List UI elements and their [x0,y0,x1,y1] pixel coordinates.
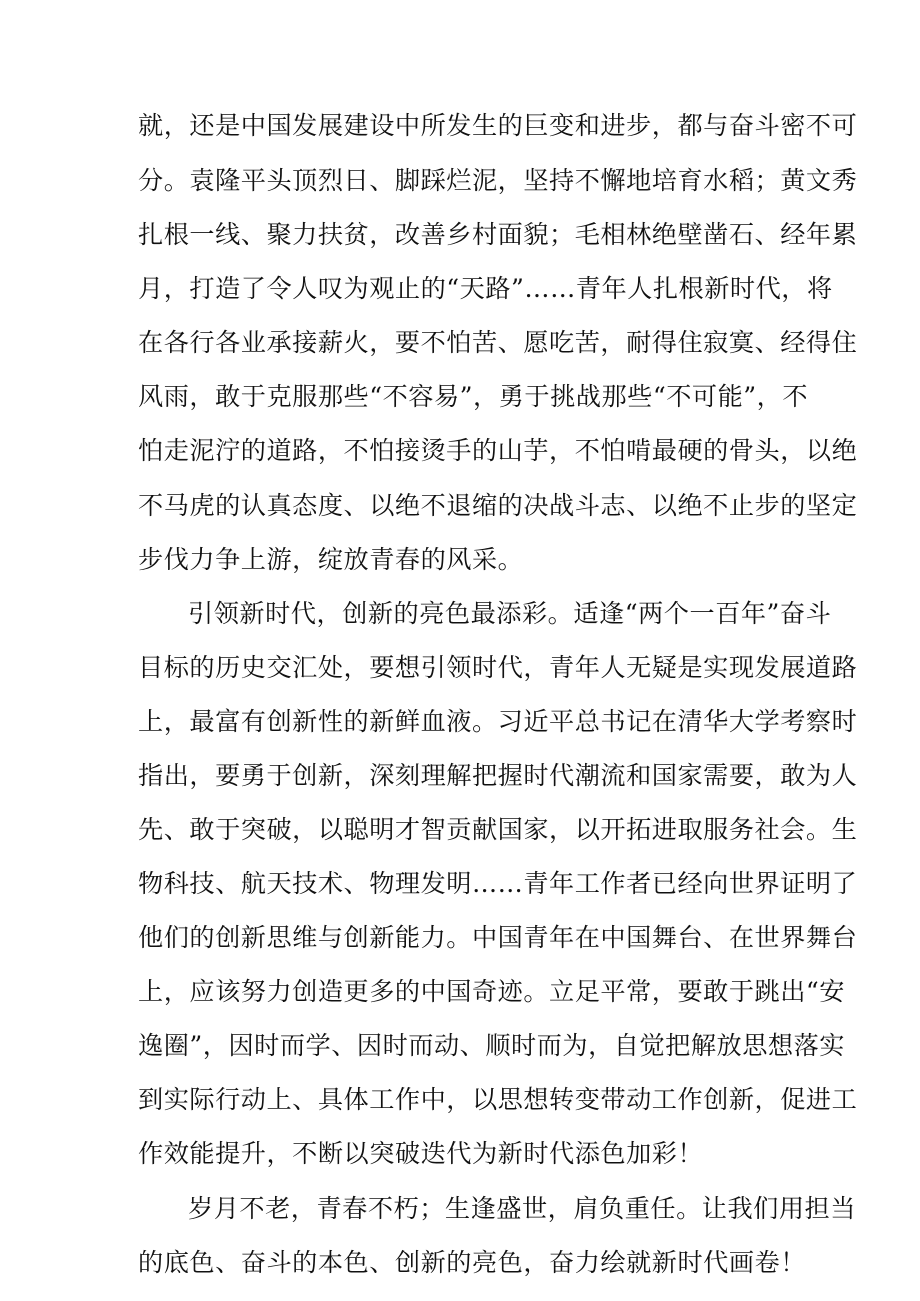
paragraph-2-line-5: 先、敢于突破，以聪明才智贡献国家，以开拓进取服务社会。生 [138,815,858,844]
paragraph-1-line-1: 就，还是中国发展建设中所发生的巨变和进步，都与奋斗密不可 [138,111,858,140]
paragraph-1-line-4: 月，打造了令人叹为观止的“天路”……青年人扎根新时代，将 [138,274,833,303]
paragraph-2-line-4: 指出，要勇于创新，深刻理解把握时代潮流和国家需要，敢为人 [138,761,858,790]
paragraph-2-line-1: 引领新时代，创新的亮色最添彩。适逢“两个一百年”奋斗 [188,599,832,628]
paragraph-1-line-8: 不马虎的认真态度、以绝不退缩的决战斗志、以绝不止步的坚定 [138,491,858,520]
paragraph-1-line-7: 怕走泥泞的道路，不怕接烫手的山芋，不怕啃最硬的骨头，以绝 [138,436,858,465]
paragraph-1-line-6: 风雨，敢于克服那些“不容易”，勇于挑战那些“不可能”，不 [138,382,809,411]
paragraph-1-line-3: 扎根一线、聚力扶贫，改善乡村面貌；毛相林绝壁凿石、经年累 [138,220,858,249]
paragraph-2-line-3: 上，最富有创新性的新鲜血液。习近平总书记在清华大学考察时 [138,707,858,736]
paragraph-2-line-11: 作效能提升，不断以突破迭代为新时代添色加彩！ [138,1139,704,1168]
paragraph-2-line-7: 他们的创新思维与创新能力。中国青年在中国舞台、在世界舞台 [138,923,858,952]
paragraph-2-line-10: 到实际行动上、具体工作中，以思想转变带动工作创新，促进工 [138,1085,858,1114]
paragraph-2-line-8: 上，应该努力创造更多的中国奇迹。立足平常，要敢于跳出“安 [138,977,845,1006]
paragraph-2-line-2: 目标的历史交汇处，要想引领时代，青年人无疑是实现发展道路 [138,653,858,682]
paragraph-1-line-5: 在各行各业承接薪火，要不怕苦、愿吃苦，耐得住寂寞、经得住 [138,328,858,357]
paragraph-1-line-2: 分。袁隆平头顶烈日、脚踩烂泥，坚持不懈地培育水稻；黄文秀 [138,166,858,195]
paragraph-1-line-9: 步伐力争上游，绽放青春的风采。 [138,545,524,574]
paragraph-3-line-2: 的底色、奋斗的本色、创新的亮色，奋力绘就新时代画卷！ [138,1248,806,1277]
paragraph-3-line-1: 岁月不老，青春不朽；生逢盛世，肩负重任。让我们用担当 [188,1194,856,1223]
paragraph-2-line-9: 逸圈”，因时而学、因时而动、顺时而为，自觉把解放思想落实 [138,1031,845,1060]
paragraph-2-line-6: 物科技、航天技术、物理发明……青年工作者已经向世界证明了 [138,869,858,898]
